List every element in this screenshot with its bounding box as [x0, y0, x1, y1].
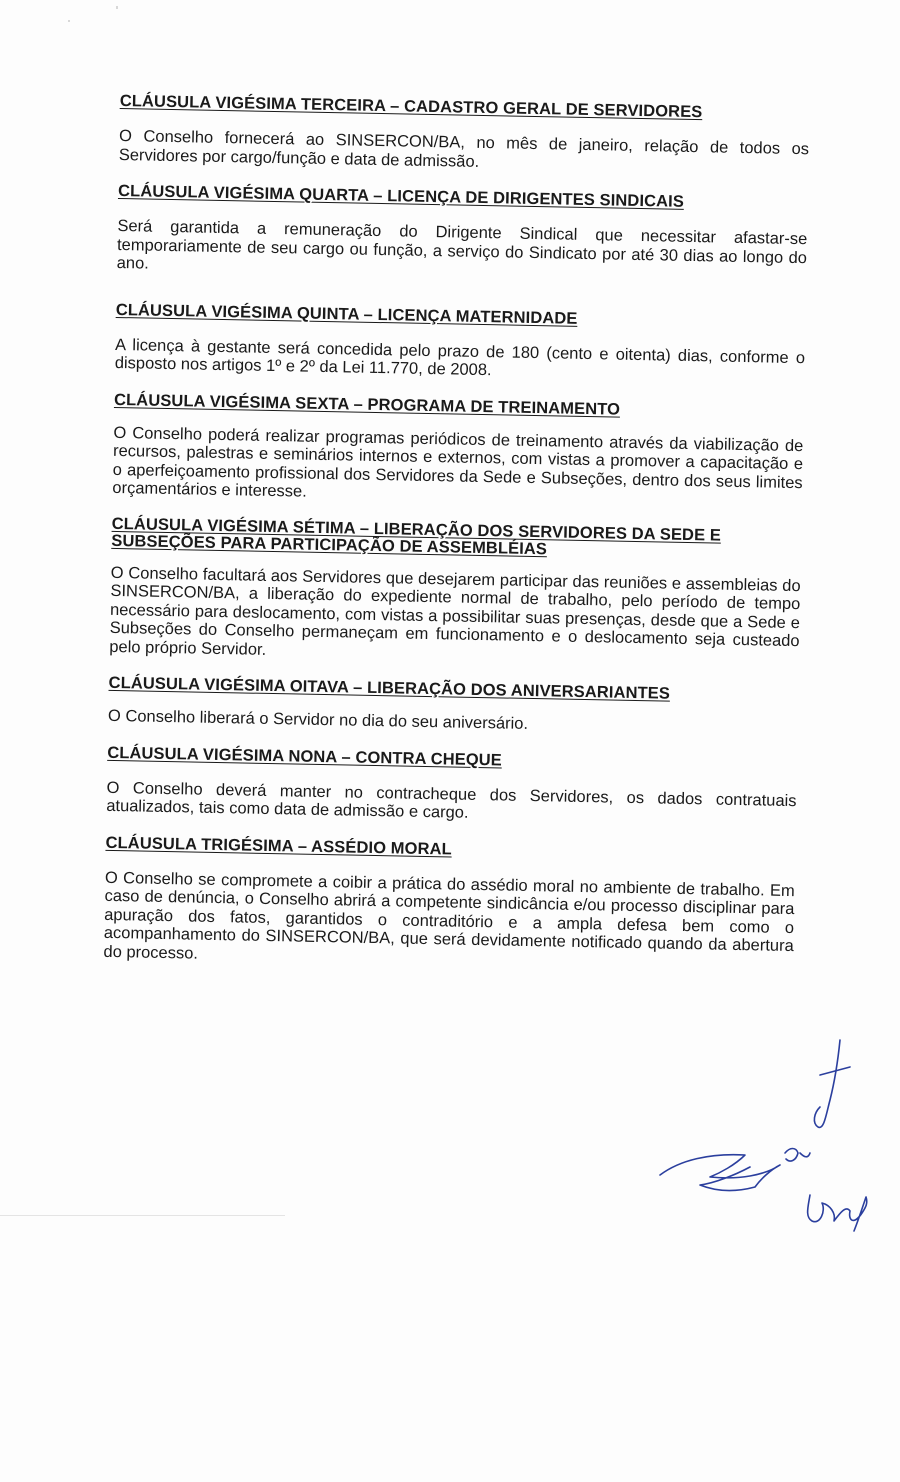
clause-27 — [109, 515, 802, 669]
clause-body: O Conselho poderá realizar programas periódicos de treinamento através da viabilização de recursos, palestras e seminários internos e externos, com vistas a promover a capacitação e o aperfeiçoamento profissional dos Servidores da Sede e Subseções, dentro dos seus limites orçamentários e interesse. — [112, 423, 804, 501]
clause-28 — [108, 674, 799, 739]
handwritten-signatures — [640, 1035, 880, 1235]
clause-26 — [112, 390, 804, 510]
clause-29 — [106, 743, 797, 828]
clause-30 — [103, 833, 795, 974]
clause-body: O Conselho liberará o Servidor no dia do seu aniversário. — [107, 706, 529, 733]
clause-title: CLÁUSULA VIGÉSIMA SEXTA – PROGRAMA DE TREINAMENTO — [113, 390, 621, 419]
signature-3 — [808, 1195, 867, 1231]
clause-body: Será garantida a remuneração do Dirigente Sindical que necessitar afastar-se temporariamente de seu cargo ou função, a serviço do Sindicato por até 30 dias ao longo do ano. — [116, 216, 808, 273]
clause-24 — [117, 182, 809, 286]
clause-25 — [115, 300, 806, 385]
signature-2 — [660, 1155, 780, 1191]
clause-title: CLÁUSULA VIGÉSIMA SÉTIMA – LIBERAÇÃO DOS SERVIDORES DA SEDE E SUBSEÇÕES PARA PARTICIPAÇÃO DE ASSEMBLÉIAS — [111, 514, 722, 558]
clause-body: O Conselho deverá manter no contracheque dos Servidores, os dados contratuais atualizados, tais como data de admissão e cargo. — [106, 778, 797, 822]
clause-title: CLÁUSULA VIGÉSIMA OITAVA – LIBERAÇÃO DOS ANIVERSARIANTES — [108, 673, 671, 703]
clause-body: O Conselho facultará aos Servidores que desejarem participar das reuniões e assembleias do SINSERCON/BA, a liberação do expediente normal de trabalho, pelo período de tempo necessário para deslocamento, com vistas a possibilitar suas presenças, desde que a Sede e Subseções do Conselho permaneçam em funcionamento e o deslocamento seja custeado pelo próprio Servidor. — [109, 563, 801, 659]
clause-body: O Conselho fornecerá ao SINSERCON/BA, no mês de janeiro, relação de todos os Servidores por cargo/função e data de admissão. — [118, 126, 810, 171]
scan-edge-line — [0, 1215, 285, 1216]
signature-2-tail — [785, 1149, 810, 1162]
clause-title: CLÁUSULA VIGÉSIMA NONA – CONTRA CHEQUE — [107, 743, 503, 769]
document-body — [103, 92, 810, 992]
clause-title: CLÁUSULA VIGÉSIMA QUARTA – LICENÇA DE DIRIGENTES SINDICAIS — [117, 181, 685, 211]
signature-initial-1 — [814, 1040, 840, 1127]
clause-title: CLÁUSULA TRIGÉSIMA – ASSÉDIO MORAL — [105, 833, 452, 859]
clause-23 — [119, 92, 810, 177]
clause-title: CLÁUSULA VIGÉSIMA TERCEIRA – CADASTRO GERAL DE SERVIDORES — [119, 92, 703, 122]
scan-speck — [68, 20, 70, 22]
clause-title: CLÁUSULA VIGÉSIMA QUINTA – LICENÇA MATERNIDADE — [115, 300, 578, 328]
clause-body: A licença à gestante será concedida pelo prazo de 180 (cento e oitenta) dias, conforme o disposto nos artigos 1º e 2º da Lei 11.770, de 2008. — [114, 335, 806, 380]
clause-body: O Conselho se compromete a coibir a prática do assédio moral no ambiente de trabalho. Em caso de denúncia, o Conselho abrirá a competente sindicância e/ou processo disciplinar para apuração dos fatos, garantidos o contraditório e a ampla defesa bem como o acompanhamento do SINSERCON/BA, que será devidamente notificado quando da abertura do processo. — [103, 868, 795, 963]
scan-speck — [116, 6, 118, 9]
